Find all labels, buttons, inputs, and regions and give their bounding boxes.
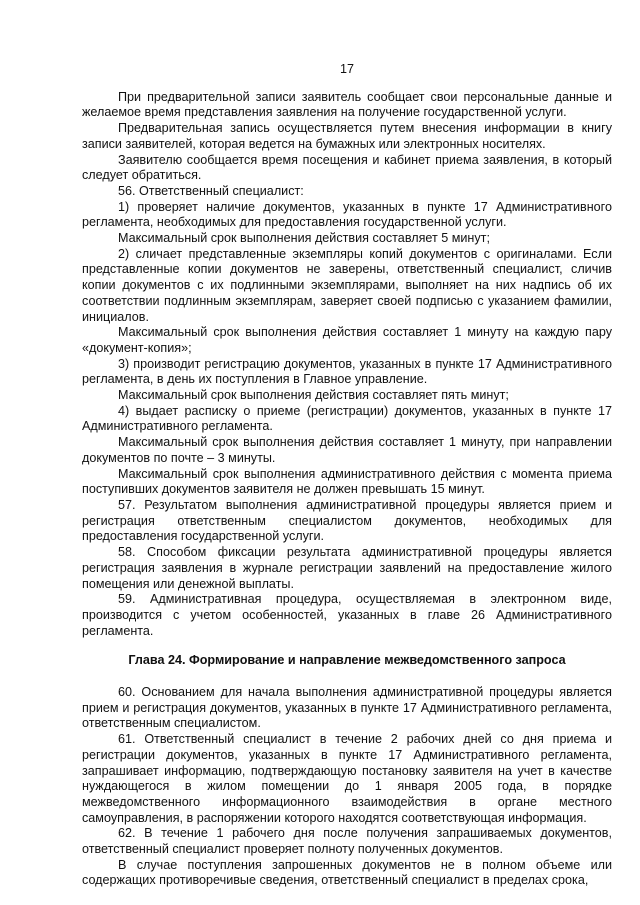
paragraph: 2) сличает представленные экземпляры копий документов с оригиналами. Если представленные копии документов не заверены, ответственный специалист, сличив копии документов с их подлинными экземплярами, выполняет на них надпись об их соответствии подлинным экземплярам, заверяет своей подписью с указанием фамилии, инициалов. — [82, 246, 612, 324]
page-number: 17 — [339, 62, 354, 76]
paragraph: В случае поступления запрошенных документов не в полном объеме или содержащих противоречивые сведения, ответственный специалист в пределах срока, — [82, 857, 612, 888]
paragraph: 56. Ответственный специалист: — [118, 183, 304, 198]
paragraph: Максимальный срок выполнения действия составляет пять минут; — [118, 388, 509, 403]
section-before-heading — [82, 90, 612, 640]
paragraph: 61. Ответственный специалист в течение 2 рабочих дней со дня приема и регистрации документов, указанных в пункте 17 Административного регламента, запрашивает информацию, подтверждающую постановку заявителя на учет в качестве нуждающегося в жилом помещении до 1 января 2005 года, в порядке межведомственного информационного взаимодействия в органе местного самоуправления, в распоряжении которого находятся соответствующая информация. — [82, 732, 612, 825]
paragraph: Заявителю сообщается время посещения и кабинет приема заявления, в который следует обратиться. — [82, 152, 612, 183]
paragraph: 60. Основанием для начала выполнения административной процедуры является прием и регистрация документов, указанных в пункте 17 Административного регламента, ответственным специалистом. — [82, 685, 612, 731]
paragraph: 3) производит регистрацию документов, указанных в пункте 17 Административного регламента, в день их поступления в Главное управление. — [82, 356, 612, 387]
paragraph: 62. В течение 1 рабочего дня после получения запрашиваемых документов, ответственный специалист проверяет полноту полученных документов. — [82, 826, 612, 857]
paragraph: Максимальный срок выполнения действия составляет 1 минуту, при направлении документов по почте – 3 минуты. — [82, 435, 612, 465]
paragraph: Максимальный срок выполнения действия составляет 5 минут; — [118, 231, 490, 246]
paragraph: Максимальный срок выполнения действия составляет 1 минуту на каждую пару «документ-копия»; — [82, 325, 612, 355]
chapter-heading: Глава 24. Формирование и направление межведомственного запроса — [128, 653, 566, 668]
paragraph: При предварительной записи заявитель сообщает свои персональные данные и желаемое время представления заявления на получение государственной услуги. — [82, 89, 612, 120]
paragraph: 57. Результатом выполнения административной процедуры является прием и регистрация ответственным специалистом документов, необходимых для предоставления государственной услуги. — [82, 497, 612, 544]
paragraph: 4) выдает расписку о приеме (регистрации) документов, указанных в пункте 17 Административного регламента. — [82, 403, 612, 434]
paragraph: Предварительная запись осуществляется путем внесения информации в книгу записи заявителей, которая ведется на бумажных или электронных носителях. — [82, 121, 612, 151]
paragraph: 58. Способом фиксации результата административной процедуры является регистрация заявления в журнале регистрации заявлений на предоставление жилого помещения или денежной выплаты. — [82, 545, 612, 591]
paragraph: 59. Административная процедура, осуществляемая в электронном виде, производится с учетом особенностей, указанных в главе 26 Административного регламента. — [82, 592, 612, 638]
paragraph: Максимальный срок выполнения административного действия с момента приема поступивших документов заявителя не должен превышать 15 минут. — [82, 466, 612, 497]
section-after-heading — [82, 685, 612, 889]
paragraph: 1) проверяет наличие документов, указанных в пункте 17 Административного регламента, необходимых для предоставления государственной услуги. — [82, 199, 612, 230]
